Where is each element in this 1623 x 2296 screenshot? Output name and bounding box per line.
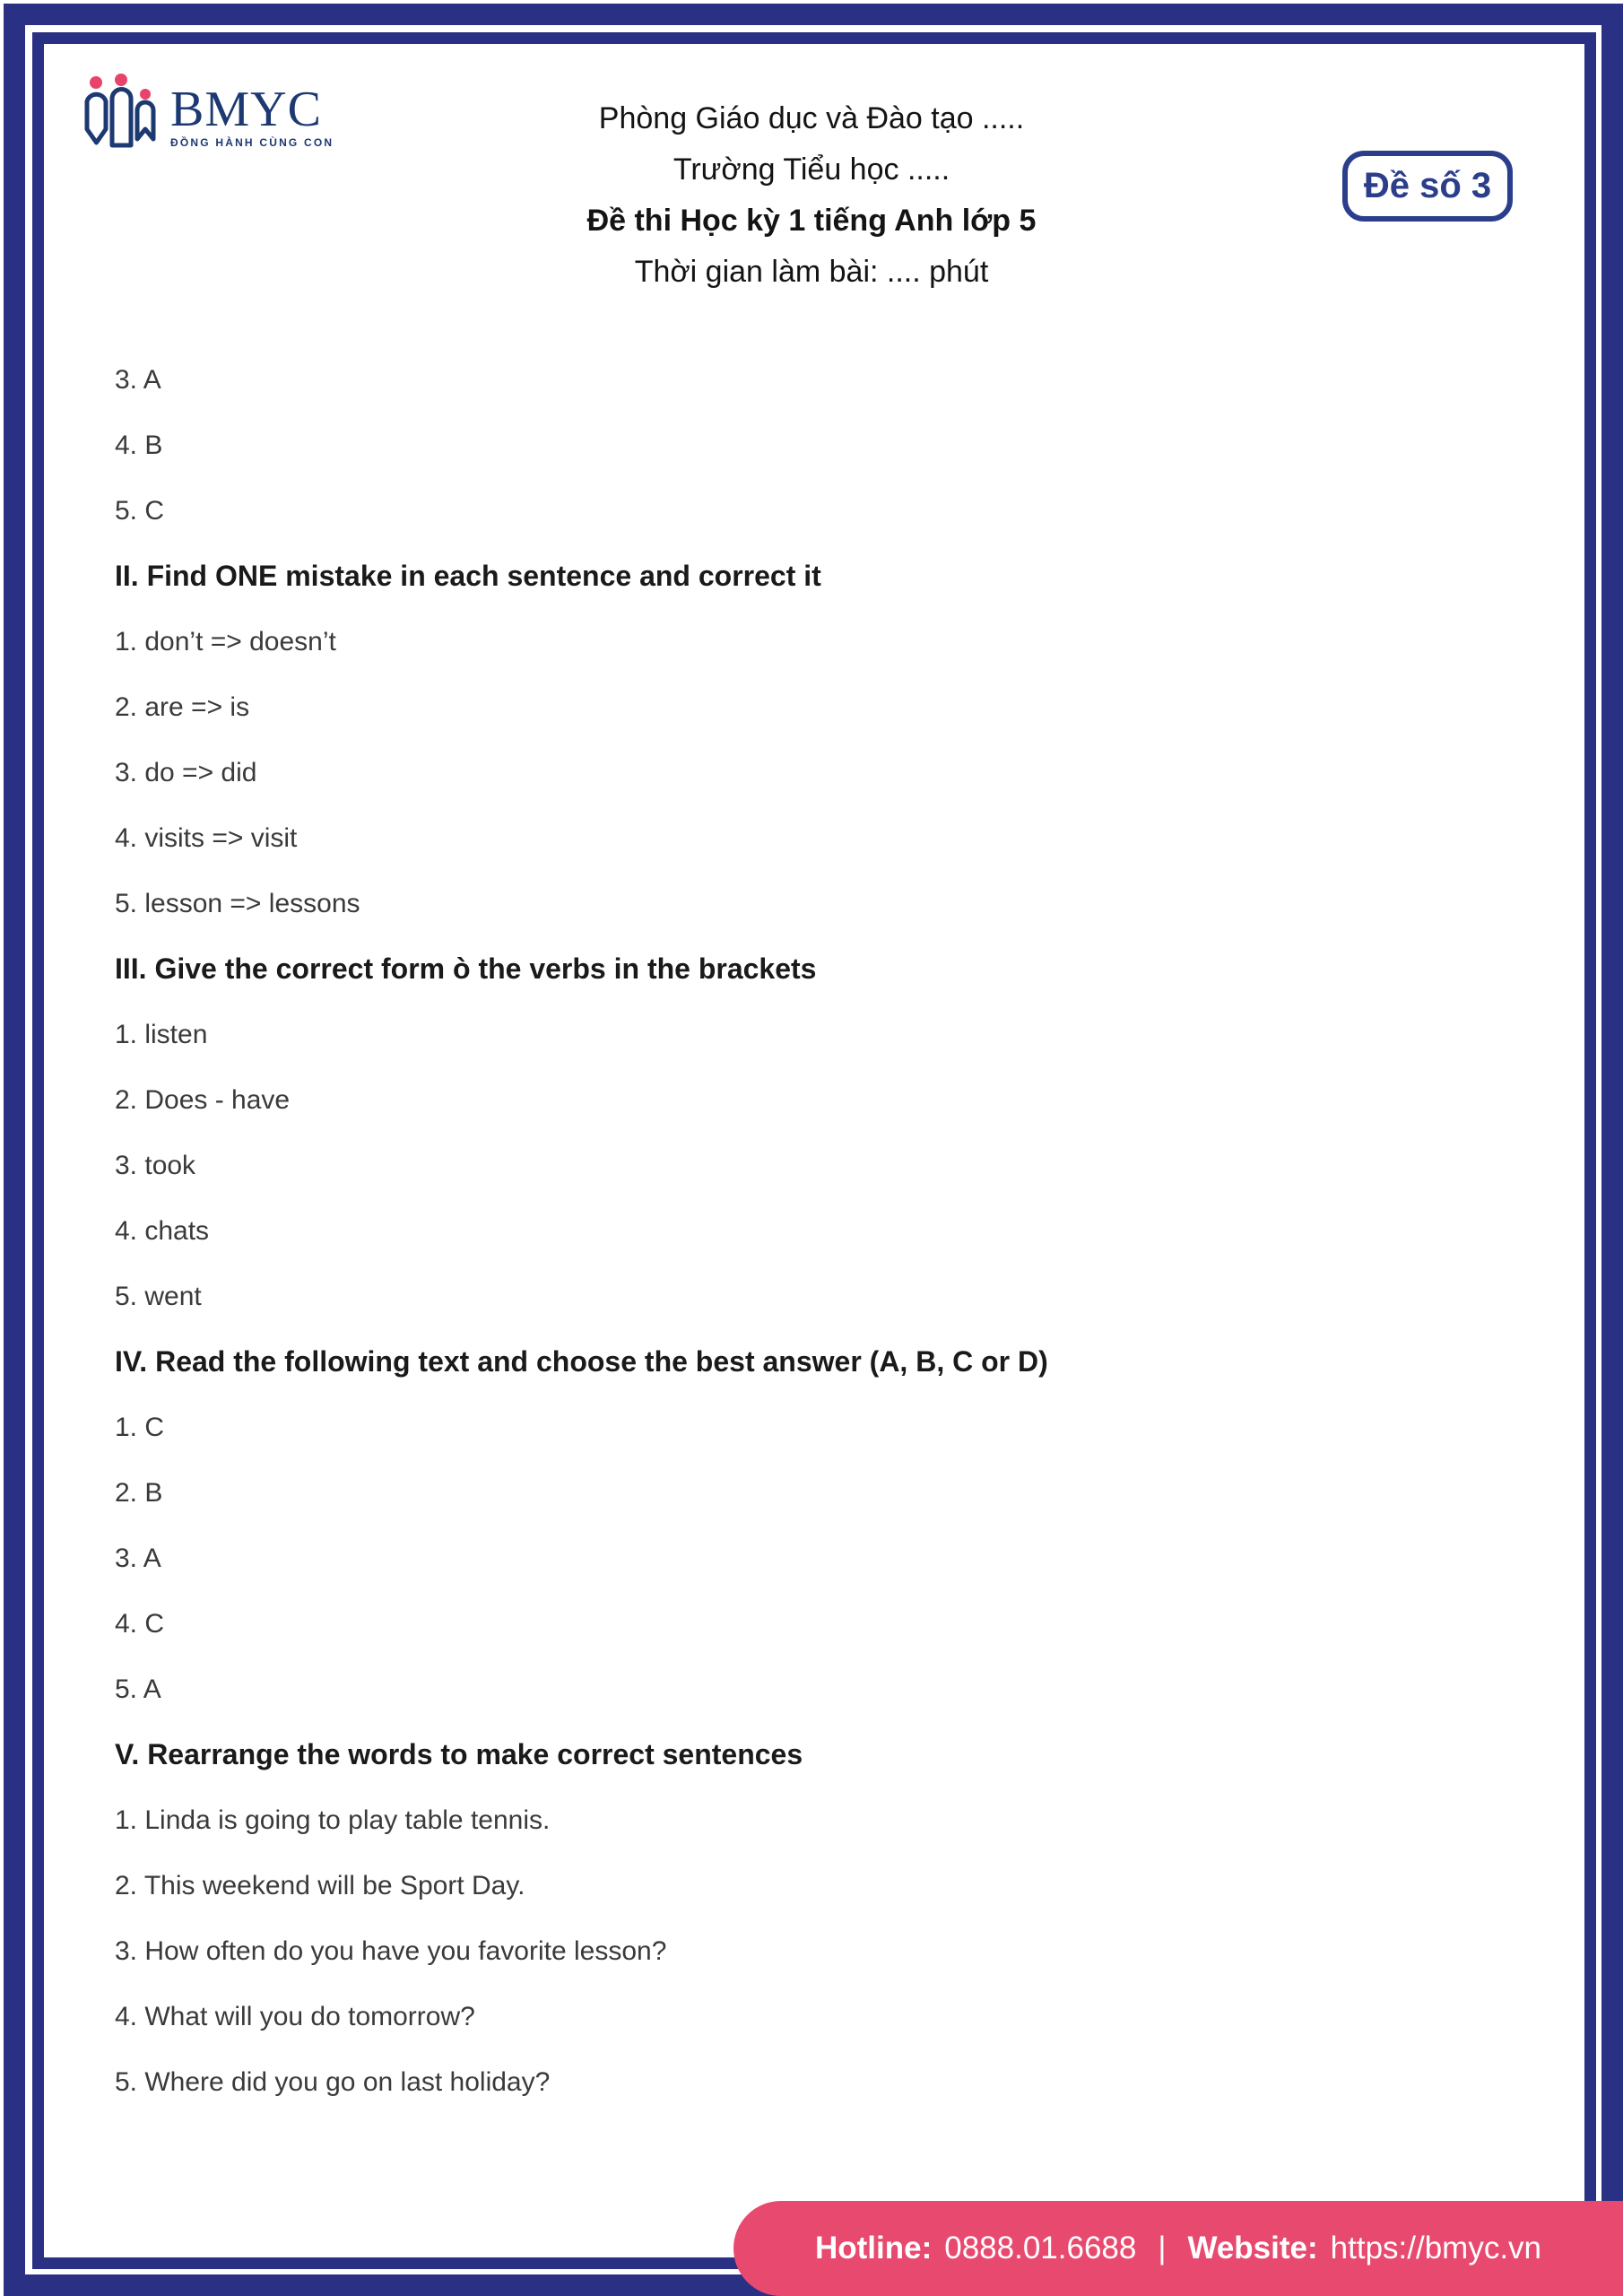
bmyc-logo (82, 72, 334, 157)
hotline-number: 0888.01.6688 (944, 2231, 1137, 2266)
answer-line: 2. are => is (115, 692, 250, 722)
logo-tagline: ĐỒNG HÀNH CÙNG CON (170, 136, 334, 149)
logo-text-block (170, 82, 334, 149)
answer-line: 5. lesson => lessons (115, 889, 360, 918)
header-department-line: Phòng Giáo dục và Đào tạo ..... (598, 101, 1025, 135)
header-duration-line: Thời gian làm bài: .... phút (634, 255, 989, 289)
answer-line: 1. C (115, 1413, 165, 1442)
answer-line: 2. B (115, 1478, 163, 1508)
answer-line: 4. C (115, 1609, 165, 1639)
bmyc-people-pencils-icon (82, 72, 160, 157)
exam-number-badge: Đề số 3 (1342, 151, 1513, 222)
answer-content (115, 366, 1515, 2134)
answer-line: 3. How often do you have you favorite lesson? (115, 1936, 667, 1966)
footer-separator: | (1158, 2231, 1167, 2266)
answer-line: 5. went (115, 1282, 202, 1311)
answer-line: 5. A (115, 1674, 161, 1704)
section-heading: III. Give the correct form ò the verbs in the brackets (115, 952, 817, 985)
website-url: https://bmyc.vn (1330, 2231, 1542, 2266)
website-label: Website: (1187, 2231, 1318, 2266)
hotline-label: Hotline: (814, 2231, 933, 2266)
answer-line: 5. Where did you go on last holiday? (115, 2067, 551, 2097)
answer-line: 3. took (115, 1151, 196, 1180)
answer-line: 4. B (115, 430, 163, 460)
footer-contact-bar (733, 2201, 1623, 2296)
answer-line: 2. This weekend will be Sport Day. (115, 1871, 525, 1900)
answer-line: 4. visits => visit (115, 823, 298, 853)
document-header (587, 93, 1037, 298)
answer-line: 3. A (115, 365, 161, 395)
answer-line: 1. listen (115, 1020, 208, 1049)
logo-wordmark: BMYC (170, 82, 322, 137)
answer-line: 4. What will you do tomorrow? (115, 2002, 475, 2031)
answer-line: 4. chats (115, 1216, 210, 1246)
answer-line: 1. Linda is going to play table tennis. (115, 1805, 551, 1835)
section-heading: IV. Read the following text and choose the best answer (A, B, C or D) (115, 1345, 1048, 1378)
answer-line: 1. don’t => doesn’t (115, 627, 336, 657)
header-school-line: Trường Tiểu học ..... (673, 152, 950, 187)
answer-line: 3. A (115, 1544, 161, 1573)
section-heading: V. Rearrange the words to make correct sentences (115, 1738, 803, 1770)
answer-line: 5. C (115, 496, 165, 526)
section-heading: II. Find ONE mistake in each sentence and correct it (115, 560, 821, 592)
header-exam-title: Đề thi Học kỳ 1 tiếng Anh lớp 5 (586, 204, 1037, 238)
answer-line: 2. Does - have (115, 1085, 291, 1115)
answer-line: 3. do => did (115, 758, 257, 787)
